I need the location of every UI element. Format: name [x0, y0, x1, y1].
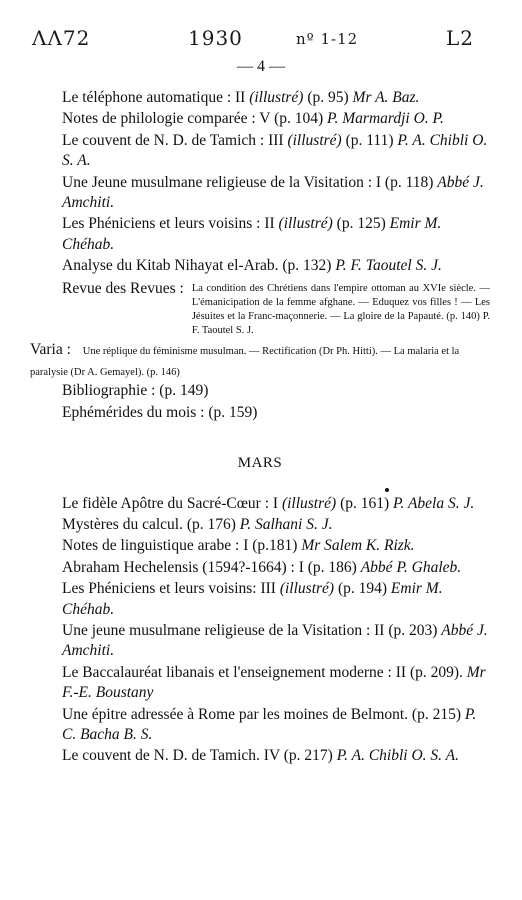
bibliographie-entry: Bibliographie : (p. 149): [62, 382, 209, 400]
entry-title: Le Baccalauréat libanais et l'enseignement moderne : II (p. 209).: [62, 663, 467, 681]
entry-author: Mr F.-E. Boustany: [62, 663, 486, 702]
entry-title: Analyse du Kitab Nihayat el-Arab. (p. 132): [62, 257, 336, 275]
revue-label: Revue des Revues :: [62, 279, 184, 297]
toc-entry: [30, 515, 490, 535]
entry-author: P. Marmardji O. P.: [327, 110, 444, 128]
toc-entry: [30, 579, 490, 620]
entry-title: Le couvent de N. D. de Tamich. IV (p. 217): [62, 747, 337, 765]
toc-entry: [30, 131, 490, 172]
page-ref: (p. 125): [332, 215, 390, 233]
entry-title: Le téléphone automatique : II: [62, 89, 250, 106]
entry-author: Abbé P. Ghaleb.: [360, 558, 462, 576]
page-ref: (p. 194): [334, 580, 391, 598]
toc-entry: [30, 621, 490, 662]
ephemerides-entry: Ephémérides du mois : (p. 159): [62, 403, 258, 421]
entry-title: Une jeune musulmane religieuse de la Visitation : II (p. 203): [62, 621, 442, 639]
entry-title: Notes de linguistique arabe : I (p.181): [62, 537, 302, 555]
entry-title: Une épitre adressée à Rome par les moines de Belmont. (p. 215): [62, 705, 465, 723]
toc-entry: [30, 746, 490, 766]
section-title-mars: MARS: [237, 455, 283, 472]
toc-entry: [30, 536, 490, 556]
table-of-contents: [30, 88, 490, 768]
entry-author: Mr A. Baz.: [352, 89, 420, 106]
page-number: — 4 —: [237, 58, 285, 75]
entry-title: Mystères du calcul. (p. 176): [62, 515, 240, 533]
varia-label: Varia :: [30, 341, 71, 359]
entry-author: P. Abela S. J.: [393, 494, 475, 512]
toc-entry: [30, 558, 490, 578]
entry-author: P. A. Chibli O. S. A.: [62, 131, 488, 170]
entry-author: Mr Salem K. Rizk.: [301, 537, 415, 555]
entry-title: Abraham Hechelensis (1594?-1664) : I (p. 186): [62, 558, 361, 576]
entry-title: Le fidèle Apôtre du Sacré-Cœur : I: [62, 494, 282, 512]
page-ref: (p. 95): [303, 89, 353, 106]
toc-entry: [30, 109, 490, 129]
entry-author: Abbé J. Amchiti.: [62, 173, 484, 212]
entry-title: Une Jeune musulmane religieuse de la Visitation : I (p. 118): [62, 173, 438, 191]
illustrated-note: (illustré): [279, 580, 335, 598]
entry-author: Abbé J. Amchiti.: [62, 621, 488, 660]
toc-entry: [30, 705, 490, 746]
toc-entry: [30, 256, 490, 276]
entry-title: Les Phéniciens et leurs voisins: III: [62, 580, 280, 598]
march-entries: [30, 494, 490, 767]
page-ref: (p. 161): [336, 494, 394, 512]
revue-des-revues: [30, 279, 490, 339]
illustrated-note: (illustré): [281, 494, 337, 512]
february-entries: [30, 88, 490, 277]
handwritten-issue-range: nº 1-12: [296, 30, 359, 48]
entry-author: P. C. Bacha B. S.: [62, 705, 477, 743]
toc-entry: [30, 173, 490, 214]
illustrated-note: (illustré): [249, 89, 304, 106]
varia-text: Une réplique du féminisme musulman. — Rectification (Dr Ph. Hitti). — La malaria et la paralysie (Dr A. Gemayel). (p. 146): [30, 346, 460, 378]
toc-entry: [30, 88, 490, 108]
varia: [30, 340, 490, 381]
handwritten-year: 1930: [188, 26, 243, 50]
entry-author: Emir M. Chéhab.: [62, 580, 443, 618]
toc-entry: [30, 214, 490, 255]
page-ref: (p. 111): [341, 131, 398, 149]
entry-author: P. A. Chibli O. S. A.: [336, 747, 459, 765]
entry-author: Emir M. Chéhab.: [62, 215, 442, 253]
entry-title: Les Phéniciens et leurs voisins : II: [62, 215, 279, 233]
handwritten-catalog-number: ΛΛ72: [32, 26, 91, 50]
revue-text: La condition des Chrétiens dans l'empire ottoman au XVIe siècle. — L'émanicipation de la femme afghane. — Eduquez vos filles ! — Les Jésuites et la Franc-maçonnerie. — La gloire de la Papauté. (p. 140) P. F. Taoutel S. J.: [191, 282, 490, 337]
entry-title: Le couvent de N. D. de Tamich : III: [62, 131, 288, 149]
toc-entry: [30, 494, 490, 514]
entry-title: Notes de philologie comparée : V (p. 104): [62, 110, 328, 128]
entry-author: P. Salhani S. J.: [239, 515, 333, 533]
handwritten-shelf-mark: L2: [446, 26, 475, 50]
toc-entry: [30, 663, 490, 704]
entry-author: P. F. Taoutel S. J.: [335, 257, 442, 275]
illustrated-note: (illustré): [278, 215, 333, 233]
illustrated-note: (illustré): [287, 131, 342, 149]
